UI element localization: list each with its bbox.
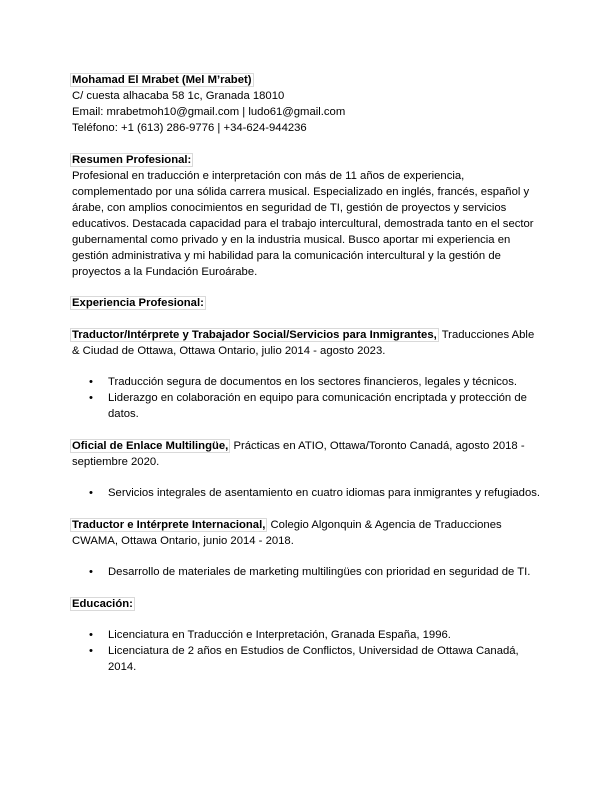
job-details: Traducciones Able & Ciudad de Ottawa, Ottawa Ontario, julio 2014 - agosto 2023.: [72, 328, 535, 357]
bullet-item: • Liderazgo en colaboración en equipo para comunicación encriptada y protección de datos.: [72, 390, 544, 422]
job-bullets: [72, 485, 544, 501]
bullet-item: • Desarrollo de materiales de marketing multilingües con prioridad en seguridad de TI.: [72, 564, 544, 580]
job-entry: [72, 327, 544, 359]
contact-phone: Teléfono: +1 (613) 286-9776 | +34-624-944236: [72, 122, 307, 134]
job-details: Colegio Algonquin & Agencia de Traducciones CWAMA, Ottawa Ontario, junio 2014 - 2018.: [72, 518, 502, 547]
education-item: • Licenciatura de 2 años en Estudios de Conflictos, Universidad de Ottawa Canadá, 2014.: [72, 643, 544, 675]
job-bullets: [72, 374, 544, 422]
bullet-item: • Servicios integrales de asentamiento en cuatro idiomas para inmigrantes y refugiados.: [72, 485, 544, 501]
job-title: Traductor/Intérprete y Trabajador Social/Servicios para Inmigrantes,: [72, 328, 437, 341]
job-entry: [72, 438, 544, 470]
job-details: Prácticas en ATIO, Ottawa/Toronto Canadá, agosto 2018 - septiembre 2020.: [72, 439, 525, 468]
contact-address: C/ cuesta alhacaba 58 1c, Granada 18010: [72, 90, 285, 102]
summary-heading: Resumen Profesional:: [72, 153, 192, 166]
job-title: Traductor e Intérprete Internacional,: [72, 518, 266, 531]
bullet-item: • Traducción segura de documentos en los sectores financieros, legales y técnicos.: [72, 374, 544, 390]
contact-email: Email: mrabetmoh10@gmail.com | ludo61@gmail.com: [72, 106, 346, 118]
education-heading: Educación:: [72, 597, 133, 610]
job-entry: [72, 517, 544, 549]
resume-page: [72, 72, 544, 675]
experience-heading: Experiencia Profesional:: [72, 297, 204, 309]
job-title: Oficial de Enlace Multilingüe,: [72, 439, 229, 452]
contact-name: Mohamad El Mrabet (Mel M’rabet): [72, 74, 252, 86]
education-list: [72, 627, 544, 675]
summary-text: Profesional en traducción e interpretación con más de 11 años de experiencia, complementado por una sólida carrera musical. Especializado en inglés, francés, español y árabe, con amplios conocimientos en seguridad de TI, gestión de proyectos y servicios educativos. Destacada capacidad para el trabajo intercultural, demostrada tanto en el sector gubernamental como privado y en la industria musical. Busco aportar mi experiencia en gestión administrativa y mi habilidad para la comunicación intercultural y la gestión de proyectos a la Fundación Euroárabe.: [72, 169, 534, 278]
education-item: • Licenciatura en Traducción e Interpretación, Granada España, 1996.: [72, 627, 544, 643]
job-bullets: [72, 564, 544, 580]
